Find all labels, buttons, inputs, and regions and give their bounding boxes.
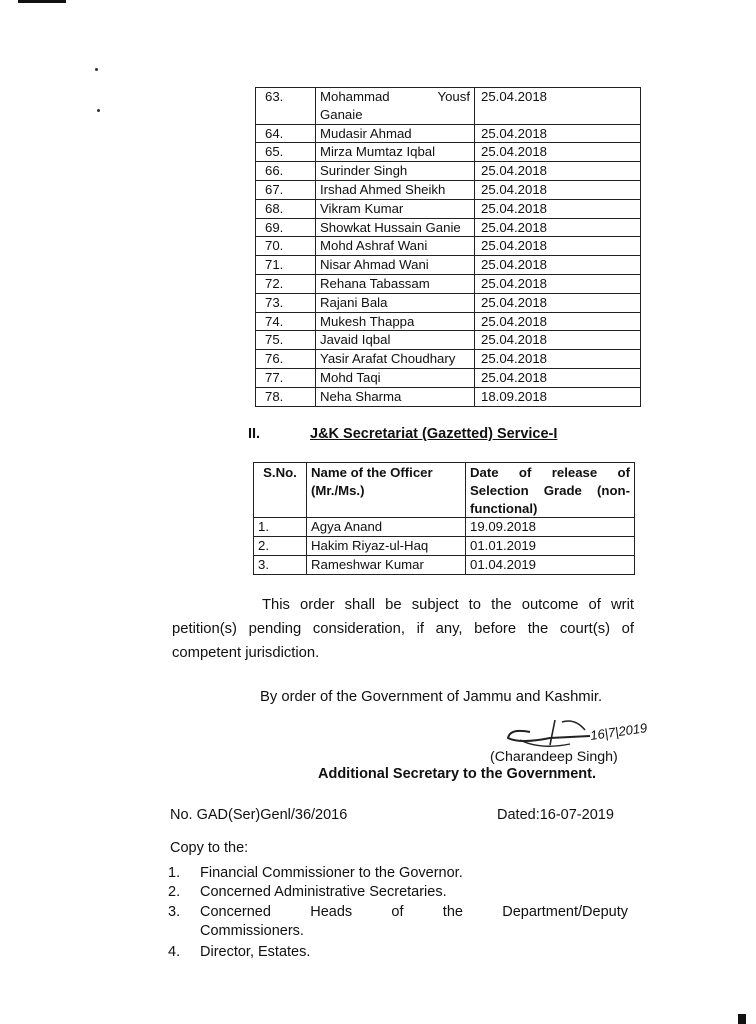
cell-sno: 63.	[256, 88, 316, 125]
table-row	[256, 143, 641, 162]
signatory-designation: Additional Secretary to the Government.	[318, 766, 596, 782]
table-header-row	[254, 463, 635, 518]
copy-list-text: Financial Commissioner to the Governor.	[200, 865, 463, 881]
scan-mark-top	[18, 0, 66, 3]
cell-name: Mohd Ashraf Wani	[316, 237, 475, 256]
copy-list-word: Concerned	[200, 904, 271, 920]
header-release-date: Date of release of Selection Grade (non-functional)	[466, 463, 635, 518]
cell-name: Rehana Tabassam	[316, 274, 475, 293]
gazetted-officers-table	[253, 462, 635, 575]
copy-list-text-continued: Commissioners.	[200, 923, 304, 939]
table-row	[256, 218, 641, 237]
copy-to-heading: Copy to the:	[170, 840, 249, 856]
copy-list-word: Heads	[310, 904, 353, 920]
cell-sno: 2.	[254, 537, 307, 556]
cell-date: 25.04.2018	[475, 88, 641, 125]
cell-name: Nisar Ahmad Wani	[316, 256, 475, 275]
order-paragraph	[172, 593, 634, 665]
signatory-name: (Charandeep Singh)	[490, 749, 618, 765]
cell-name: Rameshwar Kumar	[307, 555, 466, 574]
copy-list-text: Concerned Administrative Secretaries.	[200, 884, 447, 900]
table-row	[254, 537, 635, 556]
order-paragraph-text: This order shall be subject to the outcome of writ petition(s) pending consideration, if any, before the court(s) of competent jurisdiction.	[172, 597, 634, 661]
cell-sno: 75.	[256, 331, 316, 350]
cell-date: 25.04.2018	[475, 293, 641, 312]
table-row	[254, 555, 635, 574]
scan-speck	[95, 68, 98, 71]
govt-order-line: By order of the Government of Jammu and Kashmir.	[260, 689, 603, 705]
copy-list-number: 3.	[168, 904, 181, 920]
copy-list-number: 4.	[168, 944, 181, 960]
cell-date: 25.04.2018	[475, 274, 641, 293]
cell-name	[316, 88, 475, 125]
cell-name-part: Mohammad	[320, 89, 390, 104]
cell-name: Mohd Taqi	[316, 368, 475, 387]
copy-list-text	[200, 904, 628, 920]
officers-table	[255, 87, 641, 407]
table-row	[254, 518, 635, 537]
cell-sno: 72.	[256, 274, 316, 293]
section-title: J&K Secretariat (Gazetted) Service-I	[310, 426, 558, 442]
order-number: No. GAD(Ser)Genl/36/2016	[170, 807, 348, 823]
cell-sno: 68.	[256, 199, 316, 218]
copy-list-word: the	[442, 904, 463, 920]
section-number: II.	[248, 426, 261, 442]
cell-name-part: Yousf	[437, 89, 470, 104]
cell-date: 25.04.2018	[475, 256, 641, 275]
cell-name: Javaid Iqbal	[316, 331, 475, 350]
table-row	[256, 387, 641, 406]
signature-date: 16|7|2019	[589, 720, 649, 743]
cell-name: Surinder Singh	[316, 162, 475, 181]
copy-list-text: Director, Estates.	[200, 944, 311, 960]
cell-name-line: Ganaie	[320, 106, 363, 122]
cell-sno: 65.	[256, 143, 316, 162]
cell-name: Neha Sharma	[316, 387, 475, 406]
cell-sno: 78.	[256, 387, 316, 406]
cell-date: 25.04.2018	[475, 350, 641, 369]
table-row	[256, 293, 641, 312]
cell-date: 01.01.2019	[466, 537, 635, 556]
cell-sno: 77.	[256, 368, 316, 387]
table-row	[256, 124, 641, 143]
copy-list-number: 2.	[168, 884, 181, 900]
table-row	[256, 256, 641, 275]
cell-date: 18.09.2018	[475, 387, 641, 406]
cell-date: 25.04.2018	[475, 237, 641, 256]
table-row	[256, 312, 641, 331]
cell-sno: 70.	[256, 237, 316, 256]
cell-name: Vikram Kumar	[316, 199, 475, 218]
cell-sno: 74.	[256, 312, 316, 331]
copy-list-word: Department/Deputy	[502, 904, 628, 920]
cell-date: 25.04.2018	[475, 368, 641, 387]
table-row	[256, 350, 641, 369]
order-date: Dated:16-07-2019	[497, 807, 614, 823]
cell-name-line	[320, 88, 470, 106]
cell-sno: 66.	[256, 162, 316, 181]
cell-name: Irshad Ahmed Sheikh	[316, 180, 475, 199]
cell-date: 25.04.2018	[475, 199, 641, 218]
cell-date: 25.04.2018	[475, 143, 641, 162]
cell-sno: 64.	[256, 124, 316, 143]
scan-speck	[97, 109, 100, 112]
cell-date: 25.04.2018	[475, 180, 641, 199]
cell-sno: 3.	[254, 555, 307, 574]
cell-sno: 71.	[256, 256, 316, 275]
cell-name: Mirza Mumtaz Iqbal	[316, 143, 475, 162]
cell-name: Hakim Riyaz-ul-Haq	[307, 537, 466, 556]
copy-list-word: of	[391, 904, 404, 920]
cell-sno: 1.	[254, 518, 307, 537]
table-row	[256, 274, 641, 293]
header-sno: S.No.	[254, 463, 307, 518]
scan-mark-corner	[738, 1014, 746, 1024]
cell-date: 25.04.2018	[475, 218, 641, 237]
cell-sno: 69.	[256, 218, 316, 237]
table-row	[256, 162, 641, 181]
table-row	[256, 88, 641, 125]
copy-list-number: 1.	[168, 865, 181, 881]
table-row	[256, 180, 641, 199]
cell-name: Yasir Arafat Choudhary	[316, 350, 475, 369]
cell-date: 25.04.2018	[475, 162, 641, 181]
cell-date: 19.09.2018	[466, 518, 635, 537]
table-row	[256, 199, 641, 218]
table-row	[256, 368, 641, 387]
cell-date: 25.04.2018	[475, 124, 641, 143]
cell-date: 25.04.2018	[475, 331, 641, 350]
cell-date: 01.04.2019	[466, 555, 635, 574]
cell-sno: 73.	[256, 293, 316, 312]
cell-name: Mudasir Ahmad	[316, 124, 475, 143]
header-officer-name: Name of the Officer (Mr./Ms.)	[307, 463, 466, 518]
table-row	[256, 331, 641, 350]
cell-name: Mukesh Thappa	[316, 312, 475, 331]
table-row	[256, 237, 641, 256]
cell-name: Showkat Hussain Ganie	[316, 218, 475, 237]
cell-name: Rajani Bala	[316, 293, 475, 312]
cell-name: Agya Anand	[307, 518, 466, 537]
cell-sno: 67.	[256, 180, 316, 199]
cell-sno: 76.	[256, 350, 316, 369]
cell-date: 25.04.2018	[475, 312, 641, 331]
officers-table-body	[256, 88, 641, 407]
